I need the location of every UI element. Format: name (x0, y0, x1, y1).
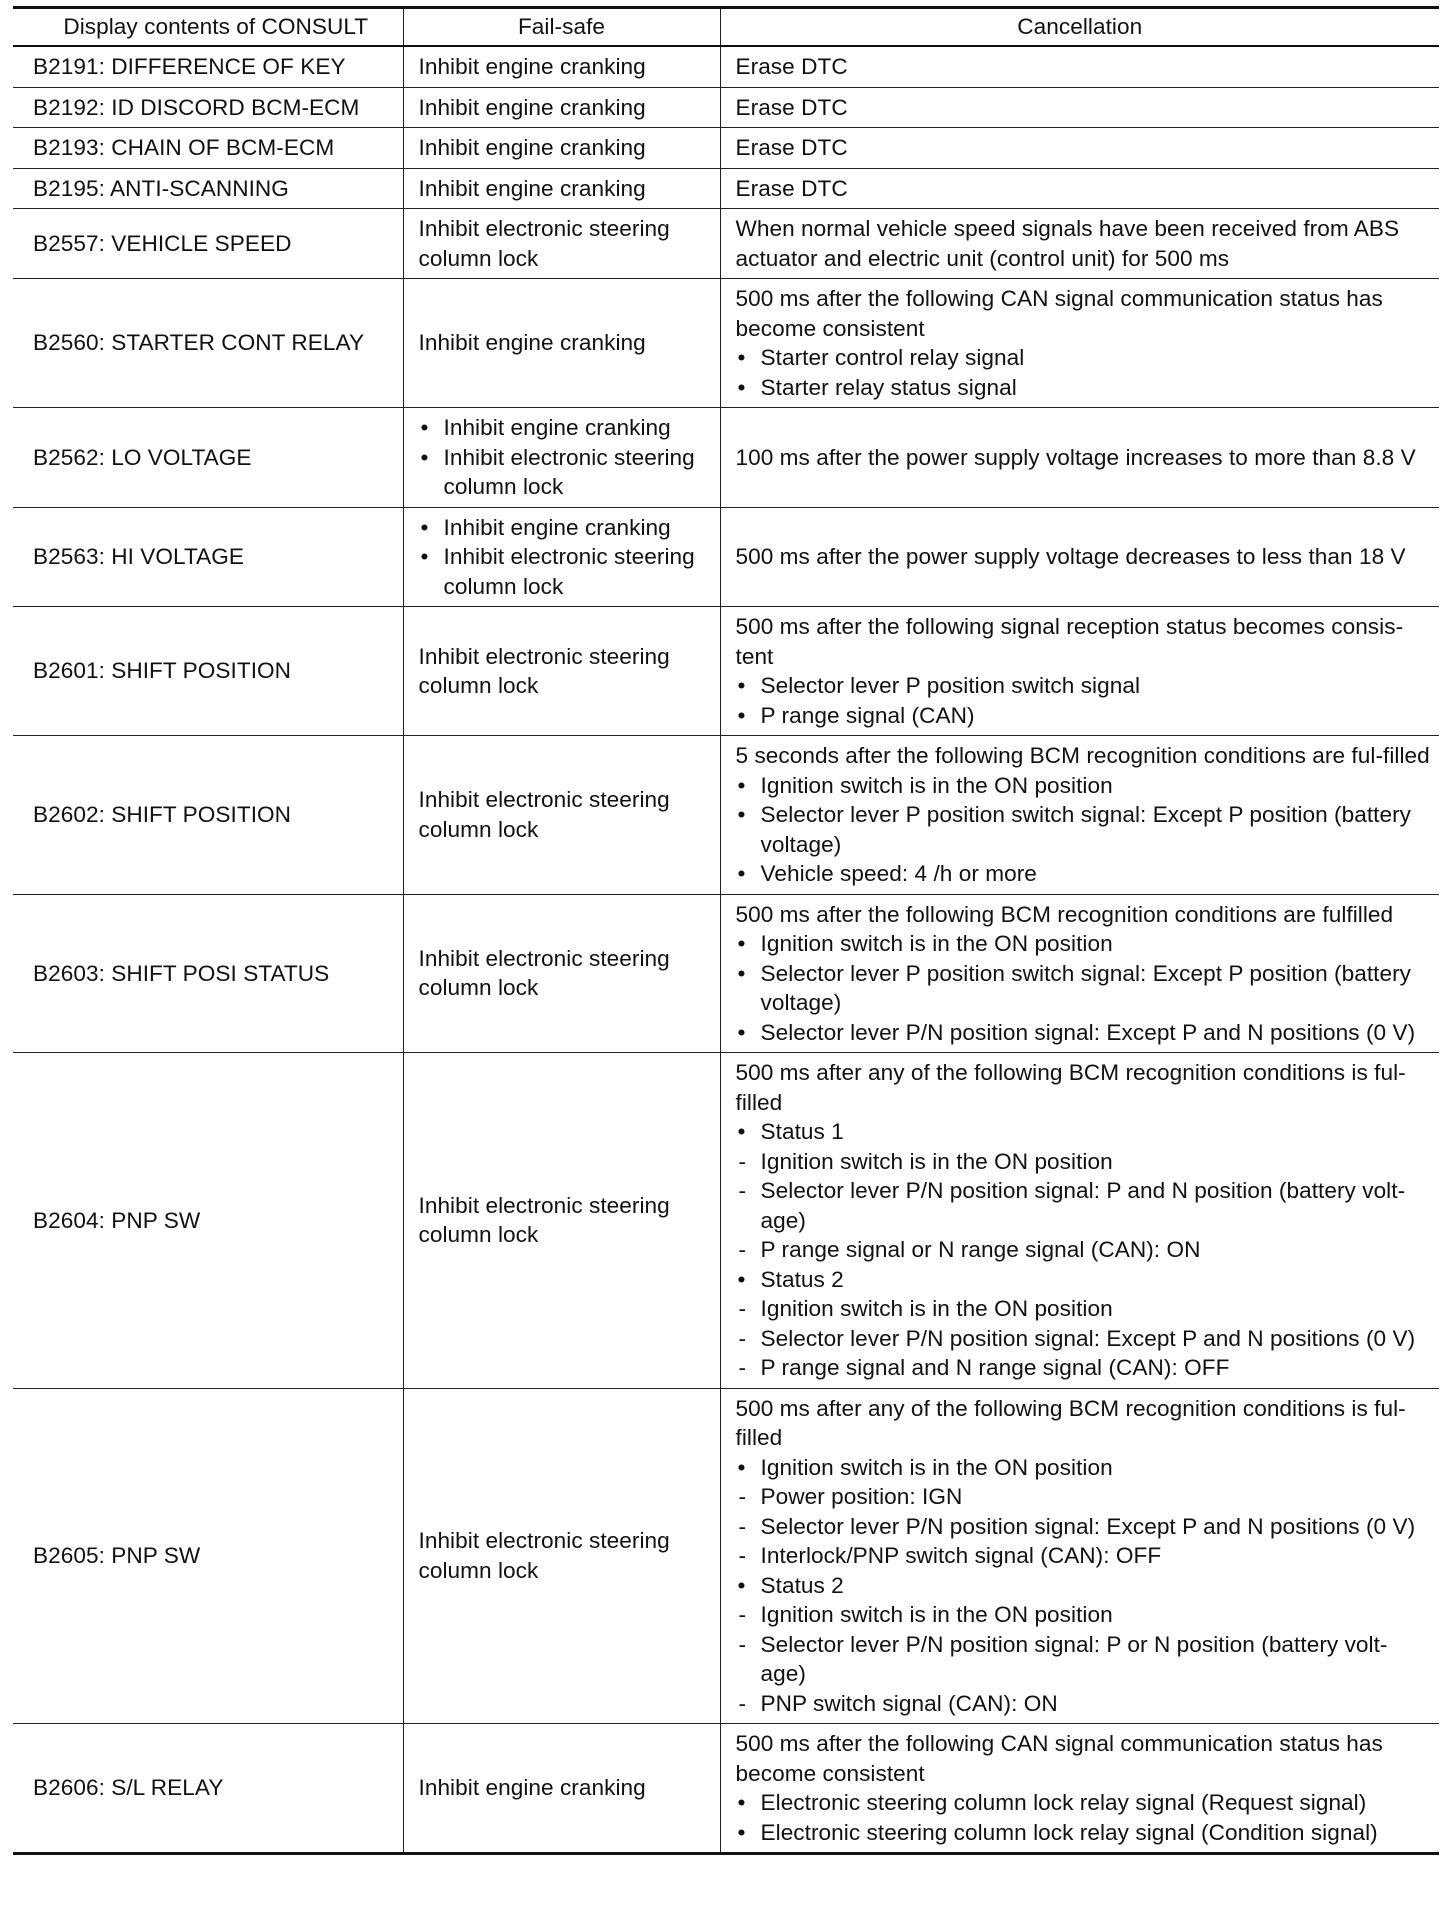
cancellation-cell (720, 894, 1439, 1053)
header-cancellation: Cancellation (720, 8, 1439, 47)
table-row (13, 408, 1439, 508)
cancellation-cell (720, 279, 1439, 408)
cancellation-text: Erase DTC (735, 94, 848, 120)
fail-safe-text: Inhibit electronic steering column lock (418, 1528, 670, 1583)
cancellation-list-item: - Ignition switch is in the ON position (736, 1600, 1433, 1630)
fail-safe-text: Inhibit electronic steering column lock (418, 1192, 670, 1248)
cancellation-cell (720, 128, 1439, 169)
cancellation-cell (720, 168, 1439, 209)
fail-safe-cell (403, 46, 720, 87)
table-row (13, 1053, 1439, 1389)
dtc-display-cell (13, 507, 403, 607)
fail-safe-text: Inhibit engine cranking (418, 94, 646, 120)
cancellation-list-item: • Selector lever P position switch signal: Except P position (battery voltage) (736, 959, 1433, 1018)
fail-safe-cell (403, 1724, 720, 1854)
fail-safe-list-item: • Inhibit electronic steering column lock (419, 443, 713, 502)
cancellation-list (736, 1117, 1433, 1383)
table-row (13, 894, 1439, 1053)
table-row (13, 168, 1439, 209)
fail-safe-cell (403, 894, 720, 1053)
table-row (13, 1724, 1439, 1854)
fail-safe-text: Inhibit electronic steering column lock (418, 643, 670, 698)
table-row (13, 128, 1439, 169)
cancellation-list-item: • Ignition switch is in the ON position (736, 771, 1433, 801)
cancellation-list (736, 671, 1433, 730)
cancellation-text: When normal vehicle speed signals have been received from ABS actuator and electric unit (control unit) for 500 ms (735, 216, 1400, 271)
fail-safe-list-item: • Inhibit engine cranking (419, 413, 713, 443)
cancellation-cell (720, 1388, 1439, 1724)
cancellation-list-item: • Status 1 (736, 1117, 1433, 1147)
dtc-code-text: B2560: STARTER CONT RELAY (33, 330, 365, 356)
cancellation-list-item: - Ignition switch is in the ON position (736, 1147, 1433, 1177)
dtc-display-cell (13, 1724, 403, 1854)
cancellation-text: Erase DTC (735, 175, 848, 201)
fail-safe-list-item: • Inhibit electronic steering column lock (419, 542, 713, 601)
dtc-display-cell (13, 736, 403, 895)
cancellation-list-item: - P range signal and N range signal (CAN): OFF (736, 1353, 1433, 1383)
dtc-code-text: B2562: LO VOLTAGE (33, 444, 252, 470)
cancellation-list-item: - Selector lever P/N position signal: P and N position (battery volt-age) (736, 1176, 1433, 1235)
header-row (13, 8, 1439, 47)
cancellation-text: 500 ms after the following signal reception status becomes consis-tent (735, 614, 1404, 669)
header-fail-safe: Fail-safe (403, 8, 720, 47)
fail-safe-text: Inhibit engine cranking (418, 54, 646, 79)
cancellation-text: 500 ms after any of the following BCM recognition conditions is ful-filled (735, 1395, 1406, 1450)
cancellation-cell (720, 408, 1439, 508)
dtc-code-text: B2195: ANTI-SCANNING (33, 175, 289, 201)
fail-safe-cell (403, 128, 720, 169)
cancellation-text: 500 ms after any of the following BCM recognition conditions is ful-filled (735, 1060, 1406, 1115)
table-row (13, 736, 1439, 895)
dtc-display-cell (13, 607, 403, 736)
cancellation-text: 5 seconds after the following BCM recognition conditions are ful-filled (735, 743, 1430, 768)
table-row (13, 46, 1439, 87)
cancellation-list-item: • Electronic steering column lock relay signal (Request signal) (736, 1788, 1433, 1818)
fail-safe-cell (403, 1388, 720, 1724)
fail-safe-list (419, 513, 713, 602)
dtc-display-cell (13, 1388, 403, 1724)
fail-safe-cell (403, 1053, 720, 1389)
dtc-display-cell (13, 209, 403, 279)
table-row (13, 1388, 1439, 1724)
cancellation-cell (720, 1724, 1439, 1854)
cancellation-list (736, 1453, 1433, 1719)
dtc-code-text: B2602: SHIFT POSITION (33, 802, 292, 827)
cancellation-list-item: - Ignition switch is in the ON position (736, 1294, 1433, 1324)
cancellation-list-item: - Selector lever P/N position signal: Except P and N positions (0 V) (736, 1324, 1433, 1354)
fail-safe-text: Inhibit engine cranking (418, 135, 646, 160)
dtc-display-cell (13, 46, 403, 87)
fail-safe-cell (403, 209, 720, 279)
cancellation-list (736, 1788, 1433, 1847)
fail-safe-cell (403, 87, 720, 128)
dtc-code-text: B2603: SHIFT POSI STATUS (33, 960, 330, 986)
fail-safe-cell (403, 408, 720, 508)
cancellation-cell (720, 607, 1439, 736)
table-row (13, 87, 1439, 128)
cancellation-list (736, 771, 1433, 889)
dtc-code-text: B2192: ID DISCORD BCM-ECM (33, 94, 360, 120)
dtc-display-cell (13, 894, 403, 1053)
fail-safe-text: Inhibit engine cranking (418, 330, 646, 356)
table-row (13, 279, 1439, 408)
dtc-failsafe-table (13, 6, 1439, 1855)
fail-safe-cell (403, 507, 720, 607)
cancellation-text: 500 ms after the power supply voltage decreases to less than 18 V (735, 544, 1406, 569)
cancellation-list-item: - Selector lever P/N position signal: Except P and N positions (0 V) (736, 1512, 1433, 1542)
fail-safe-cell (403, 168, 720, 209)
table-row (13, 607, 1439, 736)
cancellation-list-item: • Selector lever P position switch signal (736, 671, 1433, 701)
cancellation-list (736, 343, 1433, 402)
table-body (13, 46, 1439, 1854)
dtc-display-cell (13, 279, 403, 408)
cancellation-cell (720, 87, 1439, 128)
fail-safe-list-item: • Inhibit engine cranking (419, 513, 713, 543)
cancellation-text: 500 ms after the following CAN signal communication status has become consistent (735, 286, 1383, 341)
cancellation-cell (720, 1053, 1439, 1389)
cancellation-cell (720, 736, 1439, 895)
dtc-code-text: B2605: PNP SW (33, 1543, 201, 1568)
fail-safe-text: Inhibit electronic steering column lock (418, 216, 670, 271)
header-display-contents: Display contents of CONSULT (13, 8, 403, 47)
cancellation-text: Erase DTC (735, 54, 848, 79)
cancellation-list-item: • Selector lever P position switch signal: Except P position (battery voltage) (736, 800, 1433, 859)
cancellation-text: 500 ms after the following BCM recognition conditions are fulfilled (735, 901, 1394, 927)
cancellation-list-item: • Ignition switch is in the ON position (736, 929, 1433, 959)
cancellation-text: Erase DTC (735, 135, 848, 160)
dtc-display-cell (13, 168, 403, 209)
cancellation-list (736, 929, 1433, 1047)
cancellation-list-item: - Selector lever P/N position signal: P or N position (battery volt-age) (736, 1630, 1433, 1689)
cancellation-list-item: • Ignition switch is in the ON position (736, 1453, 1433, 1483)
fail-safe-text: Inhibit engine cranking (418, 1775, 646, 1801)
cancellation-list-item: - P range signal or N range signal (CAN): ON (736, 1235, 1433, 1265)
dtc-code-text: B2191: DIFFERENCE OF KEY (33, 54, 346, 79)
cancellation-cell (720, 507, 1439, 607)
fail-safe-cell (403, 279, 720, 408)
cancellation-list-item: • Status 2 (736, 1571, 1433, 1601)
cancellation-list-item: • Status 2 (736, 1265, 1433, 1295)
cancellation-cell (720, 46, 1439, 87)
cancellation-list-item: • Selector lever P/N position signal: Except P and N positions (0 V) (736, 1018, 1433, 1048)
cancellation-text: 100 ms after the power supply voltage increases to more than 8.8 V (735, 444, 1416, 470)
dtc-code-text: B2557: VEHICLE SPEED (33, 230, 292, 256)
dtc-display-cell (13, 128, 403, 169)
fail-safe-cell (403, 736, 720, 895)
cancellation-list-item: - Power position: IGN (736, 1482, 1433, 1512)
dtc-code-text: B2604: PNP SW (33, 1207, 201, 1233)
fail-safe-text: Inhibit electronic steering column lock (418, 945, 670, 1001)
fail-safe-text: Inhibit electronic steering column lock (418, 787, 670, 842)
cancellation-cell (720, 209, 1439, 279)
table-header (13, 8, 1439, 47)
fail-safe-list (419, 413, 713, 502)
cancellation-list-item: • P range signal (CAN) (736, 701, 1433, 731)
dtc-code-text: B2606: S/L RELAY (33, 1775, 224, 1801)
cancellation-list-item: • Electronic steering column lock relay signal (Condition signal) (736, 1818, 1433, 1848)
fail-safe-cell (403, 607, 720, 736)
dtc-display-cell (13, 87, 403, 128)
cancellation-list-item: - Interlock/PNP switch signal (CAN): OFF (736, 1541, 1433, 1571)
dtc-code-text: B2563: HI VOLTAGE (33, 544, 244, 569)
table-row (13, 507, 1439, 607)
cancellation-list-item: - PNP switch signal (CAN): ON (736, 1689, 1433, 1719)
fail-safe-text: Inhibit engine cranking (418, 175, 646, 201)
cancellation-list-item: • Vehicle speed: 4 /h or more (736, 859, 1433, 889)
cancellation-text: 500 ms after the following CAN signal communication status has become consistent (735, 1731, 1383, 1786)
table-row (13, 209, 1439, 279)
dtc-display-cell (13, 408, 403, 508)
cancellation-list-item: • Starter relay status signal (736, 373, 1433, 403)
dtc-code-text: B2601: SHIFT POSITION (33, 658, 292, 684)
dtc-display-cell (13, 1053, 403, 1389)
dtc-code-text: B2193: CHAIN OF BCM-ECM (33, 135, 335, 160)
cancellation-list-item: • Starter control relay signal (736, 343, 1433, 373)
